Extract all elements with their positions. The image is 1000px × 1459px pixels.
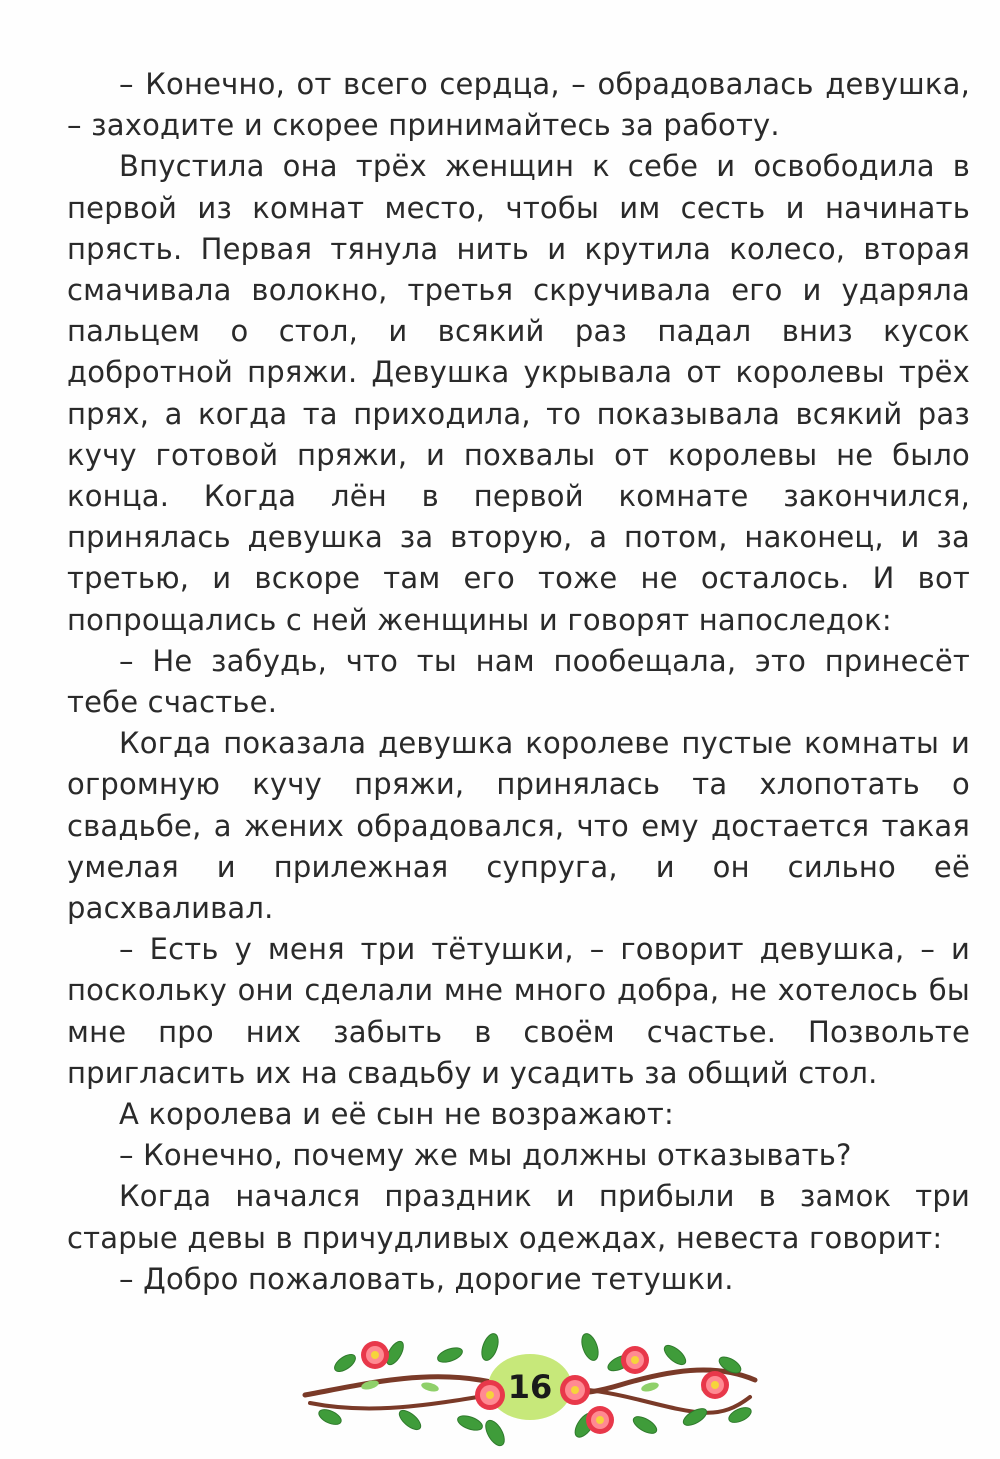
paragraph: – Есть у меня три тётушки, – говорит девушка, – и поскольку они сделали мне много добра, не хотелось бы мне про них забыть в своём счастье. Позвольте пригласить их на свадьбу и усадить за общий стол. (67, 932, 970, 1090)
paragraph: Когда показала девушка королеве пустые комнаты и огромную кучу пряжи, принялась та хлопотать о свадьбе, а жених обрадовался, что ему достается такая умелая и прилежная супруга, и он сильно её расхваливал. (67, 726, 970, 926)
page-number: 16 (507, 1368, 553, 1406)
paragraph: – Добро пожаловать, дорогие тетушки. (119, 1261, 734, 1296)
story-text (67, 64, 970, 1300)
floral-vine-ornament (300, 1325, 760, 1450)
paragraph: – Конечно, от всего сердца, – обрадовалась девушка, – заходите и скорее принимайтесь за работу. (67, 67, 970, 143)
paragraph: Когда начался праздник и прибыли в замок три старые девы в причудливых одеждах, невеста говорит: (67, 1179, 970, 1255)
paragraph: А королева и её сын не возражают: (119, 1097, 674, 1132)
paragraph: – Не забудь, что ты нам пообещала, это принесёт тебе счастье. (67, 643, 970, 720)
paragraph: – Конечно, почему же мы должны отказывать? (119, 1138, 852, 1173)
paragraph: Впустила она трёх женщин к себе и освободила в первой из комнат место, чтобы им сесть и начинать прясть. Первая тянула нить и крутила колесо, вторая смачивала волокно, третья скручивала его и ударяла пальцем о стол, и всякий раз падал вниз кусок добротной пряжи. Девушка укрывала от королевы трёх прях, а когда та приходила, то показывала всякий раз кучу готовой пряжи, и похвалы от королевы не было конца. Когда лён в первой комнате закончился, принялась девушка за вторую, а потом, наконец, и за третью, и вскоре там его тоже не осталось. И вот попрощались с ней женщины и говорят напоследок: (67, 149, 970, 637)
